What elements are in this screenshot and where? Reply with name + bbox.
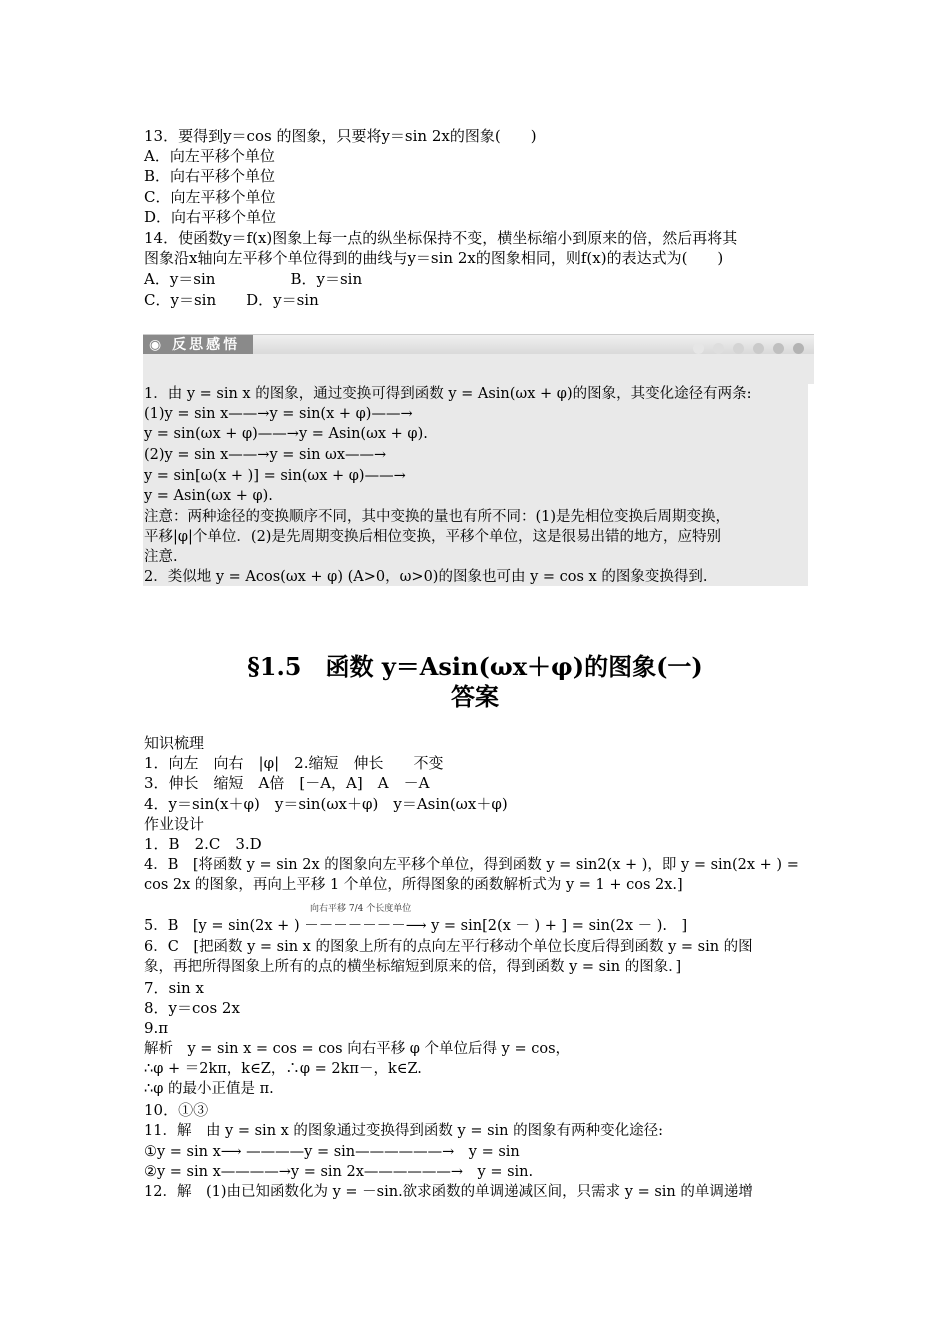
answer-line: 3．伸长 缩短 A倍 [－A，A] A －A bbox=[144, 774, 430, 792]
q14-options-cd: C．y＝sin D．y＝sin bbox=[144, 291, 319, 309]
reflection-box-edge bbox=[808, 354, 814, 384]
answer-line: 10．①③ bbox=[144, 1101, 209, 1119]
answer-line: 4．B [将函数 y = sin 2x 的图象向左平移个单位，得到函数 y = sin2(x + )，即 y = sin(2x + ) = bbox=[144, 857, 799, 873]
answer-line: 1．B 2.C 3.D bbox=[144, 835, 262, 853]
q13-option-c: C．向左平移个单位 bbox=[144, 188, 276, 206]
answers-title: 答案 bbox=[451, 682, 499, 711]
reflection-tab: ◉ 反思感悟 bbox=[143, 335, 253, 355]
reflection-line: y = sin(ωx + φ)——→y = Asin(ωx + φ). bbox=[144, 426, 428, 442]
answer-line: 7．sin x bbox=[144, 979, 204, 997]
answer-line: 6．C [把函数 y = sin x 的图象上所有的点向左平行移动个单位长度后得到函数 y = sin 的图 bbox=[144, 939, 753, 955]
question-14-cont: 图象沿x轴向左平移个单位得到的曲线与y＝sin 2x的图象相同，则f(x)的表达式为( ) bbox=[144, 249, 724, 267]
answer-line: 象，再把所得图象上所有的点的横坐标缩短到原来的倍，得到函数 y = sin 的图象．] bbox=[144, 959, 682, 975]
reflection-header-bar bbox=[143, 334, 814, 355]
answer-line: ∴φ 的最小正值是 π. bbox=[144, 1081, 274, 1097]
answer-line: 解析 y = sin x = cos = cos 向右平移 φ 个单位后得 y = cos， bbox=[144, 1041, 571, 1057]
answer-line: ∴φ + ＝2kπ，k∈Z，∴φ = 2kπ－，k∈Z. bbox=[144, 1061, 422, 1077]
reflection-line: y = Asin(ωx + φ). bbox=[144, 488, 273, 504]
arrow-label: 向右平移 7/4 个长度单位 bbox=[310, 904, 412, 914]
q13-option-d: D．向右平移个单位 bbox=[144, 208, 277, 226]
dot-icon bbox=[773, 343, 784, 354]
answer-line: 1．向左 向右 |φ| 2.缩短 伸长 不变 bbox=[144, 754, 444, 772]
question-14: 14．使函数y＝f(x)图象上每一点的纵坐标保持不变，横坐标缩小到原来的倍，然后再将其 bbox=[144, 229, 738, 247]
q13-option-a: A．向左平移个单位 bbox=[144, 147, 275, 165]
reflection-line: (2)y = sin x——→y = sin ωx——→ bbox=[144, 447, 387, 463]
answer-line: 8．y＝cos 2x bbox=[144, 999, 240, 1017]
reflection-line: (1)y = sin x——→y = sin(x + φ)——→ bbox=[144, 406, 413, 422]
q14-options-ab: A．y＝sin B．y＝sin bbox=[144, 270, 363, 288]
answer-line: 12．解 (1)由已知函数化为 y = －sin.欲求函数的单调递减区间，只需求 y = sin 的单调递增 bbox=[144, 1184, 753, 1200]
dot-icon bbox=[713, 343, 724, 354]
answers-heading: 作业设计 bbox=[144, 815, 205, 833]
answer-line: 4．y＝sin(x＋φ) y＝sin(ωx＋φ) y＝Asin(ωx＋φ) bbox=[144, 795, 508, 813]
dot-icon bbox=[793, 343, 804, 354]
question-13: 13．要得到y＝cos 的图象，只要将y＝sin 2x的图象( ) bbox=[144, 127, 537, 145]
answer-line: cos 2x 的图象，再向上平移 1 个单位，所得图象的函数解析式为 y = 1 + cos 2x.] bbox=[144, 877, 683, 893]
answer-line: 9.π bbox=[144, 1019, 169, 1037]
section-title: §1.5 函数 y＝Asin(ωx＋φ)的图象(一) bbox=[247, 652, 703, 681]
answer-line: ①y = sin x⟶ ————y = sin——————→ y = sin bbox=[144, 1144, 520, 1160]
answers-heading: 知识梳理 bbox=[144, 734, 205, 752]
reflection-note: 注意：两种途径的变换顺序不同，其中变换的量也有所不同：(1)是先相位变换后周期变换， bbox=[144, 509, 731, 525]
reflection-note: 平移|φ|个单位．(2)是先周期变换后相位变换，平移个单位，这是很易出错的地方，应特别 bbox=[144, 529, 721, 545]
reflection-line: 2．类似地 y = Acos(ωx + φ) (A>0，ω>0)的图象也可由 y = cos x 的图象变换得到. bbox=[144, 569, 708, 585]
reflection-note: 注意. bbox=[144, 549, 178, 565]
reflection-line: 1．由 y = sin x 的图象，通过变换可得到函数 y = Asin(ωx + φ)的图象，其变化途径有两条: bbox=[144, 386, 752, 402]
answer-line: 11．解 由 y = sin x 的图象通过变换得到函数 y = sin 的图象有两种变化途径: bbox=[144, 1123, 664, 1139]
dot-icon bbox=[693, 343, 704, 354]
answer-line: ②y = sin x————→y = sin 2x——————→ y = sin. bbox=[144, 1164, 534, 1180]
dot-icon bbox=[753, 343, 764, 354]
reflection-line: y = sin[ω(x + )] = sin(ωx + φ)——→ bbox=[144, 468, 406, 484]
dot-icon bbox=[733, 343, 744, 354]
answer-line: 5．B [y = sin(2x + ) －－－－－－－⟶ y = sin[2(x － ) + ] = sin(2x － ). ] bbox=[144, 918, 688, 934]
q13-option-b: B．向右平移个单位 bbox=[144, 167, 276, 185]
